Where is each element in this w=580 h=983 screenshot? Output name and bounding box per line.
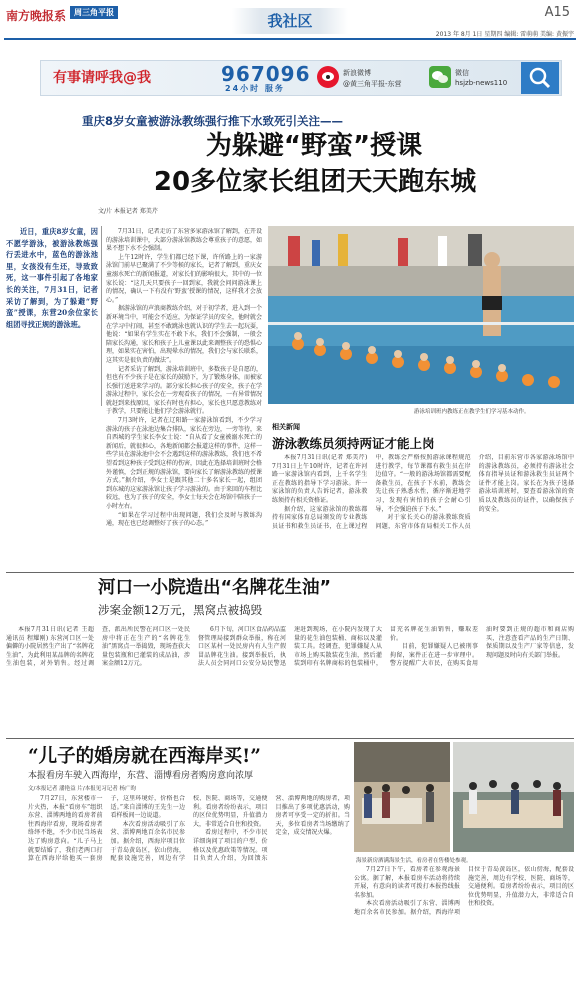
masthead-rule xyxy=(4,38,576,40)
section-title: 我社区 xyxy=(267,12,313,30)
wechat-icon xyxy=(429,66,451,88)
article2-body: 本报7月31日讯(记者 郑美芹) 7月31日上午10时许，记者在许河路一家游泳馆内看到，上千名学生正在教练的指导下学习游泳。许一家泳馆的负责人告诉记者，游泳教练须持有相关资格证。 据介绍，这家游泳馆的教练都持有国家体育总局颁发的专业教练员证书和救生员证书，在上课过程中，教练会严格按照游泳课程规范进行教学，每节课都有救生员在岸边值守。“一般的游泳场馆都需要配备救生员，在孩子下水前，教练会先让孩子熟悉水性，循序渐进地学习，发现有害怕的孩子会耐心引导，不会强迫孩子下水。” 对于家长关心的游泳教练资质问题，东营市体育局相关工作人员介绍，目前东营市各家游泳场馆中的游泳教练员，必须持有游泳社会体育指导员证和游泳救生员证两个证件才能上岗。家长在为孩子选择游泳培训班时，要查看游泳馆的资质以及教练员的证件，以确保孩子的安全。 xyxy=(272,454,574,530)
article3-subhead: 涉案金额12万元，黑窝点被捣毁 xyxy=(98,603,263,617)
article2-headline: 游泳教练员须持两证才能上岗 xyxy=(272,436,435,451)
article4-byline: 文/本报记者 潘艳益 片/本报见习记者 杨广昀 xyxy=(28,786,136,792)
wechat-title: 微信 xyxy=(455,69,469,77)
weibo-handle: @黄三角平报-东营 xyxy=(343,80,402,88)
article1-headline-line2: 20多位家长组团天天跑东城 xyxy=(153,167,477,197)
photo2-caption: 海景新房洒满海景生活，看房者在售楼处参观。 xyxy=(356,858,472,864)
weibo-icon xyxy=(317,66,339,88)
logo-subtitle-box xyxy=(70,6,118,19)
article4-headline: “儿子的婚房就在西海岸买!” xyxy=(28,746,261,767)
divider xyxy=(101,226,102,406)
wechat-id: hsjzb-news110 xyxy=(455,79,508,87)
article1-lead: 近日，重庆8岁女童，因不愿学游泳，被游泳教练强行丢进水中，蓝色的游泳池里，女孩没有生还，导致致死，这一事件引起了各地家长的关注，7月31日，记者采访了解到，为了躲避“野蛮”授课，东营20余位家长组团寻找正规的游泳班。 xyxy=(6,227,98,329)
article1-body: 7月31日，记者走访了东营多家游泳馆了解到，在开设的游泳培训课中，大部分游泳馆教练会尊重孩子的意愿，如果不想下水不会强制。 上午12时许，学生们都已经下课，许所路上的一家游泳馆门前早已聚满了不少等候的家长，记者了解到，重庆女童溺水死亡的新闻报道，对家长们的影响很大，其中的一位家长说：“这几天只要孩子一回到家，我就会问问游泳课上的情况，确认一下有没有‘野蛮’授课的情况，这样我才会放心。” 据游泳馆的声浪商教练介绍，对于初学者，进入到一个新环境当中，可能会不适应，为保证学员的安全，他时就会在学习中打闹，甚至不敢跳泳也就认识的学生去一起玩耍，他说：“如果有学生实在不敢下水，我们不会强制，一般会陪家长沟通，家长和孩子上儿童课以此来调整孩子的恐惧心理，如果实在害怕，出现晕水的情况，我们会与家长联系，这其实是很负责的做法”。 记者采访了解到，游泳培训班中，多数孩子是自愿的，但也有不少孩子是在家长的鼓励下，为了锻炼身体，而被家长强行送进来学习的。部分家长担心孩子的安全，孩子在学游泳过程中，家长会在一旁观看孩子的情况，一有异常情况就赶到来找原因，家长有时也有担心，家长也只愿意教练对于教学，只要能让他们学会游泳就行。 7月3时许，记者在辽阳路一家游泳馆看到，不少学习游泳的孩子在泳池边集合排队，家长在旁边，一旁等待，来自西城的学生家长李女士说：“自从看了女童被溺水死亡的新闻后，就很担心，各地新闻都会报道这样的事件，这样一些学员在游泳池中会不会遇到这样的游泳教练，我们也不希望看到这种孩子受到这样的伤害，因此在选择培训班时会格外谨慎，会到正规的游泳馆，要向家长了解游泳教练的授课方式。”据介绍，李女士是跟其他二十多名家长一起，组团到东城的这家游泳馆让孩子学习游泳的。由于来回的车程比较远，也为了孩子的安全，李女士每天会在场馆中陪孩子一小时左右。 “如果在学习过程中出现问题，我们会及时与教练沟通，现在也已经调整好了孩子的心态。” xyxy=(106,228,262,528)
hotline-number: 967096 xyxy=(221,62,311,86)
logo-subtitle: 周三角平报 xyxy=(74,8,114,17)
search-icon xyxy=(521,62,559,94)
masthead xyxy=(0,0,580,46)
weibo-title: 新浪微博 xyxy=(343,69,371,77)
article1-headline: 为躲避“野蛮”授课 xyxy=(205,131,423,161)
dateline: 2013 年 8月 1日 星期四 编辑: 雷萌萌 美编: 黄振宇 xyxy=(435,31,574,38)
section-divider-2 xyxy=(6,738,574,739)
article1-byline: 文/片 本报记者 郑美芹 xyxy=(98,208,158,215)
housing-photo-right xyxy=(453,742,574,852)
page-number: A15 xyxy=(544,5,570,20)
article4-body-right: 7月27日下午，看房者在参观海景公寓。据了解，本报看房车活动将持续开展，有意向的读者可拨打本报热线报名参加。 本次看房活动吸引了东营、淄博两地百余名市民参加。据介绍，西海岸项目位于青岛黄岛区，依山傍海，配套设施完善，周边有学校、医院、商场等，交通便利。看房者纷纷表示，项目的区位优势明显，升值潜力大，非常适合自住和投资。 xyxy=(354,866,574,916)
photo1-caption: 游泳培训班内教练正在教学生们学习基本动作。 xyxy=(414,409,530,415)
section-divider xyxy=(6,572,574,573)
housing-photo-left xyxy=(354,742,450,852)
article4-subhead: 本报看房车驶入西海岸，东营、淄博看房者购房意向浓厚 xyxy=(28,771,254,781)
swimming-photo xyxy=(268,226,574,404)
article2-kicker: 相关新闻 xyxy=(272,423,300,431)
hotline-note: 24小时 服务 xyxy=(225,84,285,93)
logo-text: 南方晚报系 xyxy=(6,9,67,23)
article3-headline: 河口一小院造出“名牌花生油” xyxy=(98,578,332,598)
contact-banner xyxy=(40,60,562,96)
search-button[interactable] xyxy=(521,62,559,94)
article4-body: 7月27日，东营楼市一片火热，本报“看房车”组织东营、淄博两地的看房者前往西海岸看房，现场看房者络绎不绝，不少市民当场表达了购房意向。“儿子马上就要结婚了，我们老两口打算在西海岸给他买一套房子，这里环境好，价格也合适。”来自淄博的王先生一边看样板间一边说道。 本次看房活动吸引了东营、淄博两地百余名市民参加。据介绍，西海岸项目位于青岛黄岛区，依山傍海，配套设施完善，周边有学校、医院、商场等，交通便利。看房者纷纷表示，项目的区位优势明显，升值潜力大，非常适合自住和投资。 看房过程中，不少市民详细询问了项目的户型、价格以及优惠政策等情况。项目负责人介绍，为回馈东营、淄博两地的购房者，项目推出了多项优惠活动，购房者可享受一定的折扣。当天，多位看房者当场缴纳了定金，成交情况火爆。 xyxy=(28,795,350,863)
article1-kicker: 重庆8岁女童被游泳教练强行推下水致死引关注—— xyxy=(82,114,343,128)
article3-body: 本报7月31日讯(记者 王超 通讯员 程耀刚) 东营河口区一处偏僻的小院居然生产出了“名牌花生油”，为此利用某品牌的名牌花生油包装，对外销售。经过调查，派出所民警在河口区一处民房中将正在生产的“名牌花生油”黑窝点一举捣毁，现场查获大量包装瓶和已灌装的成品油，涉案金额12万元。 6月下旬，河口区食品药品监督管理局接到群众举报，称在河口区某村一处民房内有人生产假冒品牌花生油。接到举报后，执法人员会同河口公安分局民警迅速赶到现场，在小院内发现了大量的花生油包装桶、商标以及灌装工具。经调查，犯罪嫌疑人从市场上购买散装花生油，然后灌装到印有名牌商标的包装桶中，冒充名牌花生油销售，赚取差价。 目前，犯罪嫌疑人已被刑事拘留，案件正在进一步审理中。警方提醒广大市民，在购买食用油时要到正规的超市和商店购买，注意查看产品的生产日期、保质期以及生产厂家等信息，发现问题及时向有关部门举报。 xyxy=(6,626,574,668)
banner-slogan: 有事请呼我@我 xyxy=(53,70,151,86)
section-banner xyxy=(232,8,348,34)
